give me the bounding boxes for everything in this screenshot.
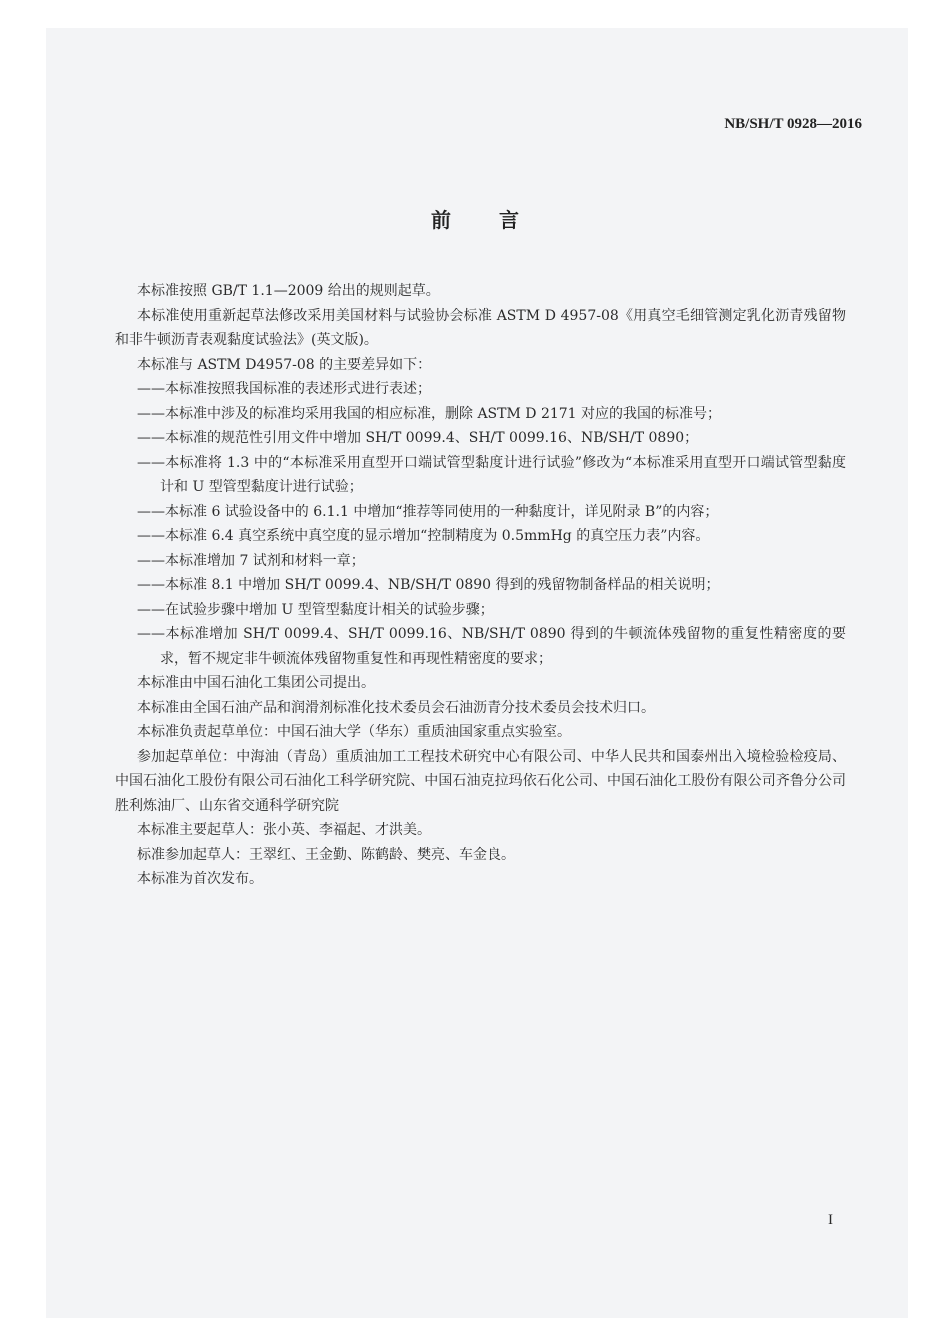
difference-list-item: ——本标准增加 SH/T 0099.4、SH/T 0099.16、NB/SH/T 0890 得到的牛顿流体残留物的重复性精密度的要求，暂不规定非牛顿流体残留物重复性和再现性精密度的要求； [137,626,846,667]
paragraph: 本标准负责起草单位：中国石油大学（华东）重质油国家重点实验室。 [137,724,571,740]
difference-list-item: ——本标准 8.1 中增加 SH/T 0099.4、NB/SH/T 0890 得到的残留物制备样品的相关说明； [137,577,720,593]
paragraph: 标准参加起草人：王翠红、王金勤、陈鹤龄、樊亮、车金良。 [137,846,515,863]
difference-list-item: ——本标准 6.4 真空系统中真空度的显示增加“控制精度为 0.5mmHg 的真空压力表”内容。 [137,528,710,544]
paragraph: 本标准与 ASTM D4957-08 的主要差异如下： [137,356,432,373]
difference-list-item: ——本标准 6 试验设备中的 6.1.1 中增加“推荐等同使用的一种黏度计，详见附录 B”的内容； [137,503,719,520]
paragraph: 本标准使用重新起草法修改采用美国材料与试验协会标准 ASTM D 4957-08《用真空毛细管测定乳化沥青残留物和非牛顿沥青表观黏度试验法》(英文版)。 [115,307,846,348]
foreword-body [115,279,846,892]
paragraph: 本标准由全国石油产品和润滑剂标准化技术委员会石油沥青分技术委员会技术归口。 [137,699,655,716]
paragraph: 参加起草单位：中海油（青岛）重质油加工工程技术研究中心有限公司、中华人民共和国泰州出入境检验检疫局、中国石油化工股份有限公司石油化工科学研究院、中国石油克拉玛依石化公司、中国石油化工股份有限公司齐鲁分公司胜利炼油厂、山东省交通科学研究院 [115,748,846,814]
paragraph: 本标准主要起草人：张小英、李福起、才洪美。 [137,822,431,838]
difference-list-item: ——本标准按照我国标准的表述形式进行表述； [137,381,431,397]
difference-list-item: ——本标准将 1.3 中的“本标准采用直型开口端试管型黏度计进行试验”修改为“本标准采用直型开口端试管型黏度计和 U 型管型黏度计进行试验； [137,454,846,495]
paragraph: 本标准按照 GB/T 1.1—2009 给出的规则起草。 [137,283,440,299]
standard-number-header: NB/SH/T 0928—2016 [724,116,862,132]
paragraph: 本标准由中国石油化工集团公司提出。 [137,675,375,691]
paragraph: 本标准为首次发布。 [137,871,263,887]
difference-list-item: ——在试验步骤中增加 U 型管型黏度计相关的试验步骤； [137,601,494,618]
page-number: I [828,1212,833,1228]
difference-list-item: ——本标准中涉及的标准均采用我国的相应标准，删除 ASTM D 2171 对应的我国的标准号； [137,405,722,422]
page-title: 前言 [431,208,567,232]
difference-list-item: ——本标准增加 7 试剂和材料一章； [137,552,365,569]
difference-list-item: ——本标准的规范性引用文件中增加 SH/T 0099.4、SH/T 0099.16、NB/SH/T 0890； [137,430,699,446]
